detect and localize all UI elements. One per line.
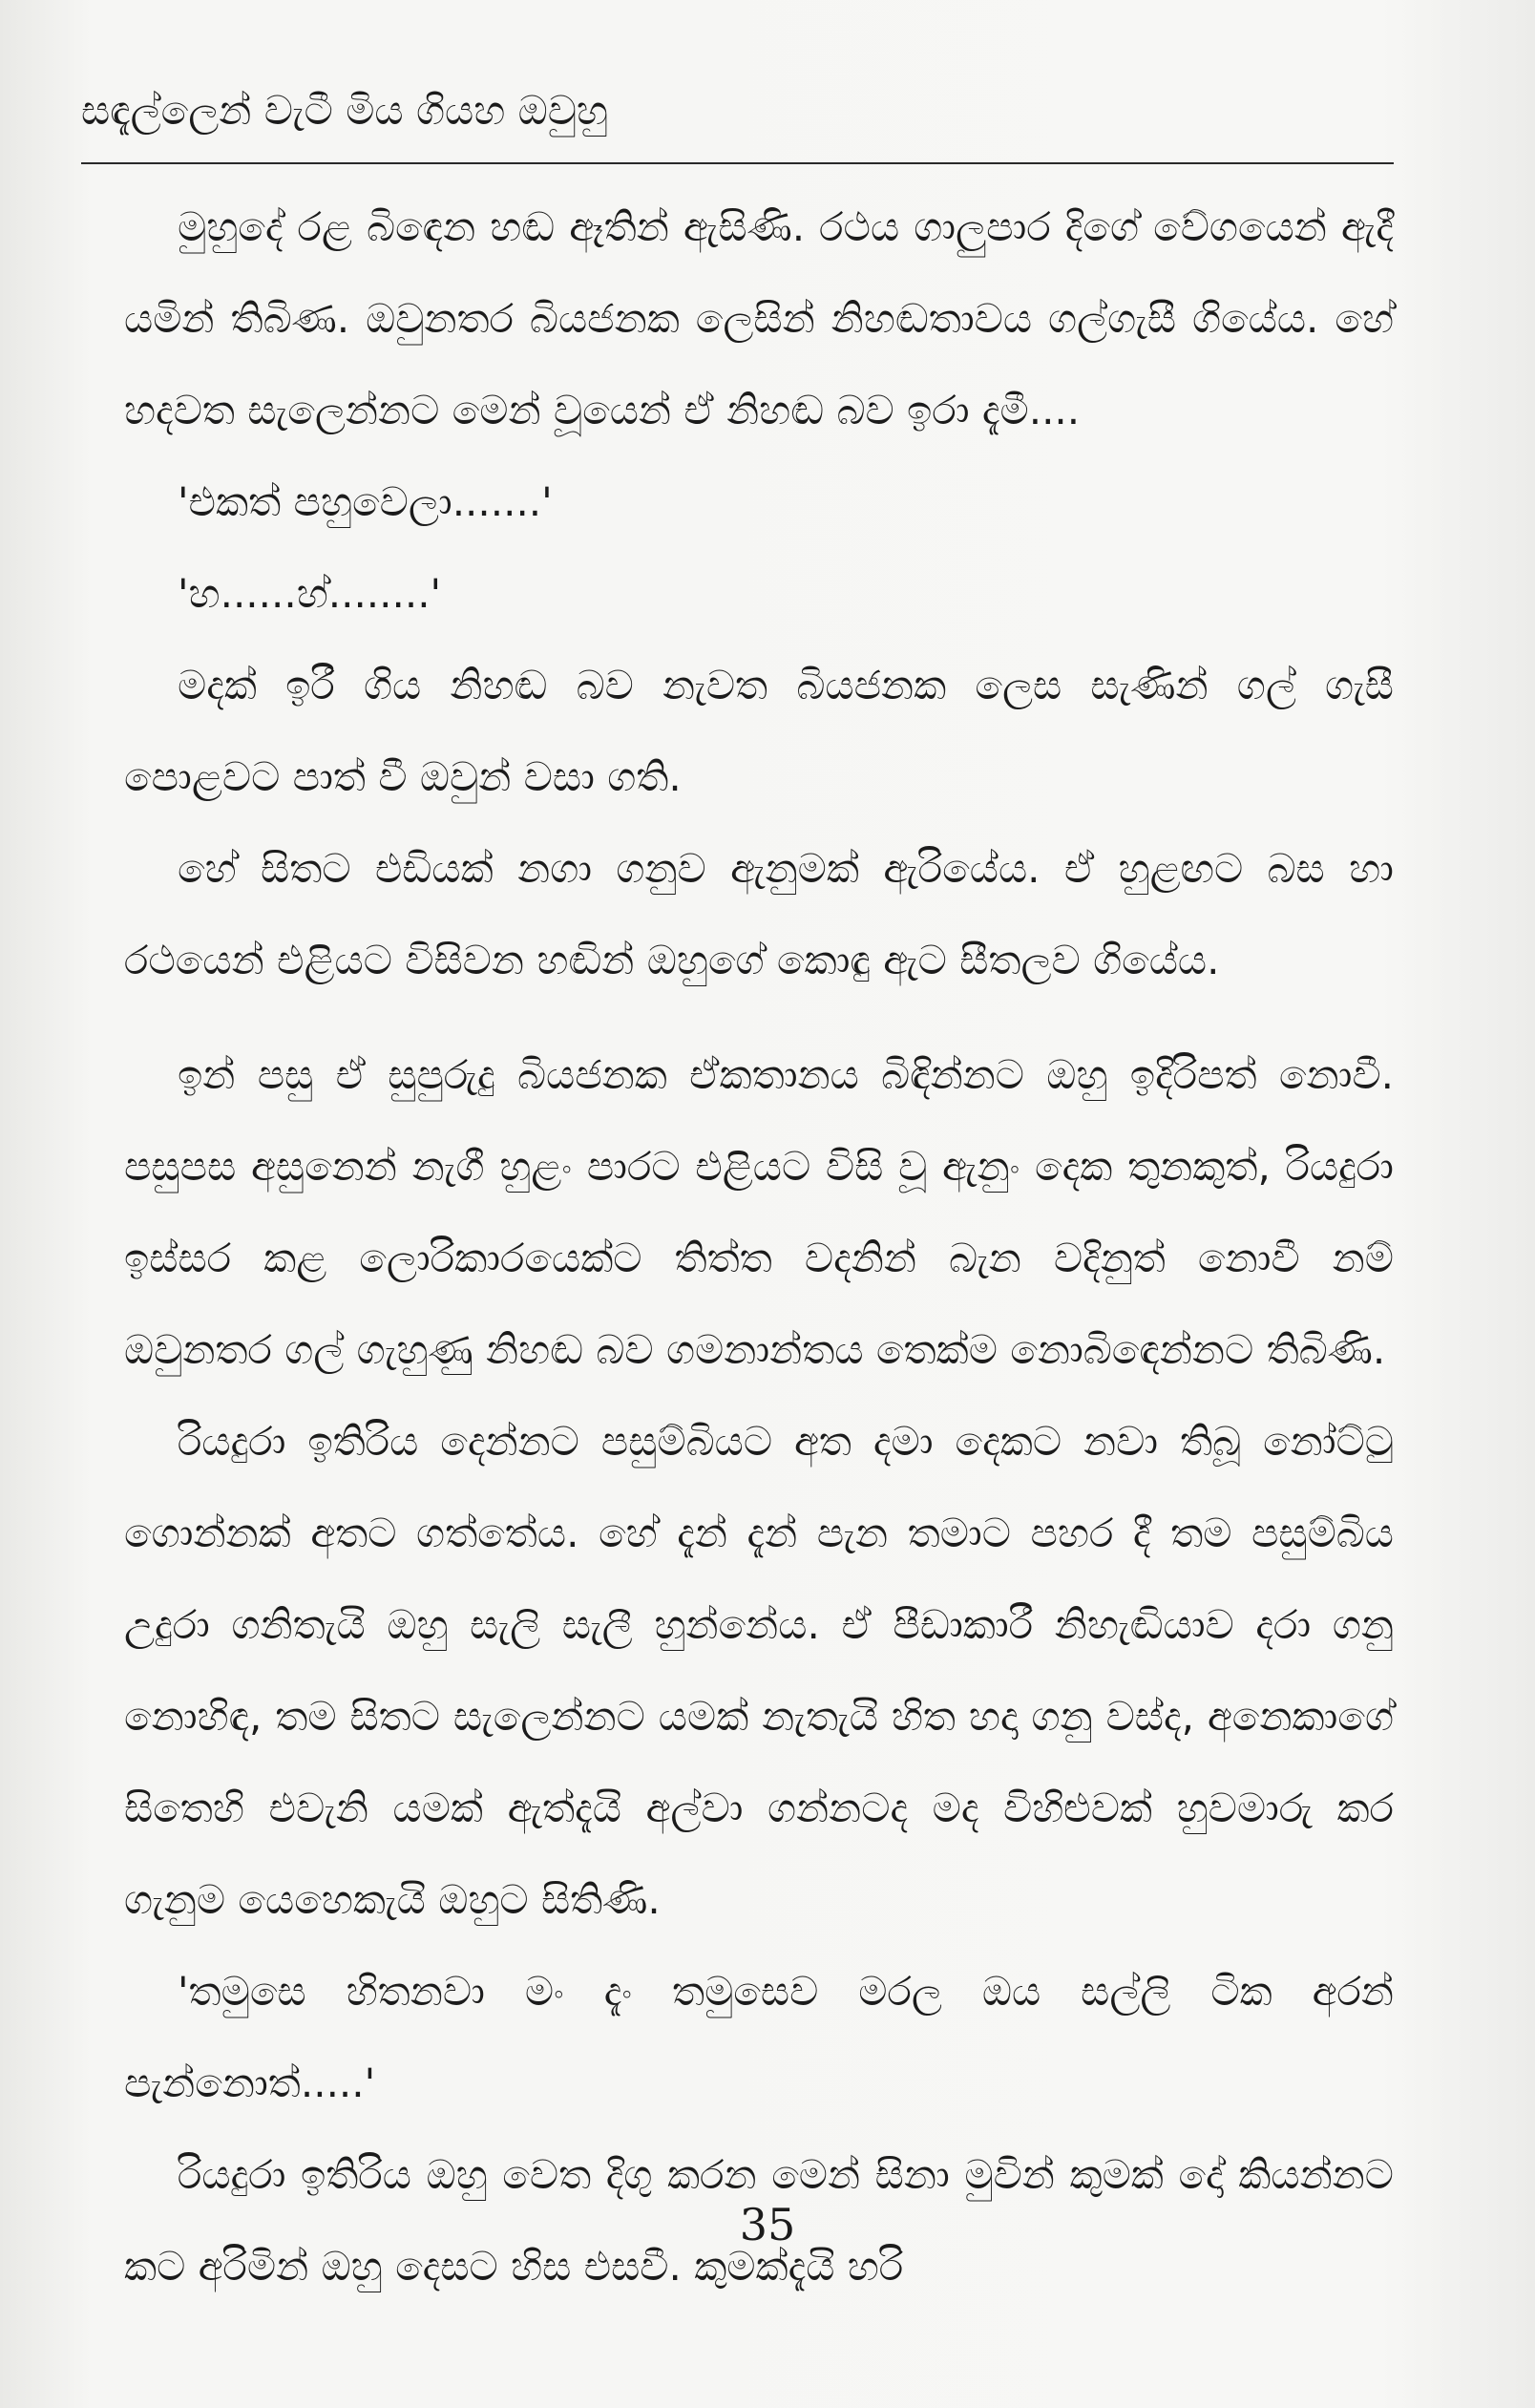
- paragraph: ඉන් පසු ඒ සුපුරුදු බියජනක ඒකතානය බිඳින්නට ඔහු ඉදිරිපත් නොවී. පසුපස අසුනෙන් නැගී හුළං පාරට එළියට විසි වූ ඇනුං දෙක තුනකුත්, රියදුරා ඉස්සර කළ ලොරිකාරයෙක්ට තිත්ත වදනින් බැන වදිනුත් නොවී නම් ඔවුනතර ගල් ගැහුණු නිහඬ බව ගමනාන්තය තෙක්ම නොබිඳෙන්නට තිබිණි.: [124, 1051, 1394, 1373]
- paragraph: මදක් ඉරී ගිය නිහඬ බව නැවත බියජනක ලෙස සැණින් ගල් ගැසී පොළවට පාත් වී ඔවුන් වසා ගති.: [124, 662, 1394, 800]
- paragraph: මුහුදේ රළ බිඳෙන හඬ ඈතින් ඇසිණි. රථය ගාලුපාර දිගේ වේගයෙන් ඇදී යමින් තිබිණ. ඔවුනතර බියජනක ලෙසින් නිහඬතාවය ගල්ගැසී ගියේය. හේ හදවත සැලෙන්නට මෙන් වූයෙන් ඒ නිහඬ බව ඉරා දැමී....: [124, 203, 1394, 433]
- dialogue-line: 'එකත් පහුවෙලා.......': [178, 478, 553, 525]
- header-rule: [81, 162, 1394, 164]
- dialogue-line: 'හ......හ්........': [178, 570, 442, 617]
- paragraph: හේ සිතට එඩියක් නගා ගනුව ඇනුමක් ඇරියේය. ඒ හුළඟට බස හා රථයෙන් එළියට විසිවන හඬින් ඔහුගේ කොඳු ඇට සීතලව ගියේය.: [124, 845, 1394, 983]
- running-header: සඳැල්ලෙන් වැටී මිය ගියහ ඔවුහු: [81, 87, 608, 134]
- paragraph: රියදුරා ඉතිරිය ඔහු වෙත දිගු කරන මෙන් සිනා මුවින් කුමක් දෝ කියන්නට කට අරිමින් ඔහු දෙසට හිස එසවී. කුමක්දැයි හරි: [124, 2151, 1394, 2290]
- dialogue-line: 'තමුසෙ හිතනවා මං දැං තමුසෙව මරල ඔය සල්ලි ටික අරන් පැන්නොත්.....': [124, 1968, 1394, 2106]
- page-number: 35: [739, 2199, 796, 2250]
- body-text: [124, 181, 1394, 2313]
- paragraph: රියදුරා ඉතිරිය දෙන්නට පසුම්බියට අත දමා දෙකට නවා තිබූ නෝට්ටු ගොන්නක් අතට ගත්තේය. හේ දැන් දැන් පැන තමාට පහර දී තම පසුම්බිය උදුරා ගනිතැයි ඔහු සැලි සැලී හුන්නේය. ඒ පීඩාකාරී නිහැඬියාව දරා ගනු නොහිඳ, තම සිතට සැලෙන්නට යමක් නැතැයි හිත හදා ගනු වස්ද, අනෙකාගේ සිතෙහි එවැනි යමක් ඇත්දැයි අල්වා ගන්නටද මද විහිළුවක් හුවමාරු කර ගැනුම යෙහෙකැයි ඔහුට සිතිණි.: [124, 1418, 1394, 1923]
